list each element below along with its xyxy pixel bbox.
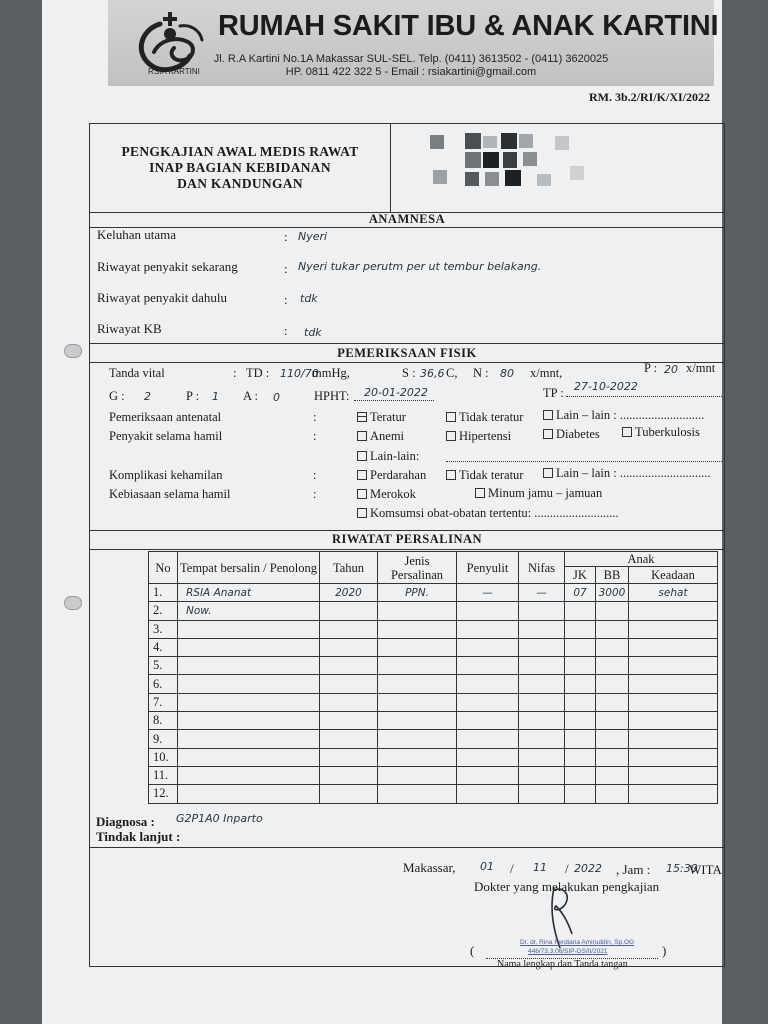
col-tempat: Tempat bersalin / Penolong [178,552,320,584]
hamil-anemi[interactable]: Anemi [357,429,404,444]
riwayat-sekarang-value: Nyeri tukar perutm per ut tembur belakang. [298,260,542,273]
cell-penyulit[interactable] [457,785,519,803]
td-value: 110/70 [280,367,319,380]
paritas-value: 1 [212,390,219,403]
table-row [149,638,718,656]
cell-bb[interactable] [596,602,629,620]
cell-jk[interactable] [565,766,596,784]
tindak-lanjut-label: Tindak lanjut : [96,829,181,844]
cell-no: 1. [149,584,178,602]
cell-nifas[interactable] [519,638,565,656]
table-row [149,693,718,711]
a-value: 0 [273,391,280,404]
doctor-stamp-id: 446/73.3.06/SIP-DS/II/2021 [528,948,608,955]
cell-penyulit[interactable] [457,712,519,730]
col-jk: JK [565,567,596,584]
cell-tempat[interactable] [178,712,320,730]
cell-bb[interactable] [596,693,629,711]
cell-penyulit[interactable] [457,657,519,675]
col-no: No [149,552,178,584]
cell-keadaan[interactable] [629,620,718,638]
table-row [149,602,718,620]
sign-year: 2022 [574,862,602,875]
form-title-line-3: DAN KANDUNGAN [177,176,303,191]
cell-bb-value: 3000 [598,587,626,600]
table-row [149,766,718,784]
checkbox-icon [357,470,367,480]
col-penyulit: Penyulit [457,552,519,584]
hospital-contact: HP. 0811 422 322 5 - Email : rsiakartini@gmail.com [285,66,537,78]
cell-nifas[interactable] [519,785,565,803]
cell-penyulit[interactable] [457,602,519,620]
cell-keadaan[interactable] [629,657,718,675]
cell-bb[interactable] [596,785,629,803]
hpht-value: 20-01-2022 [364,386,428,399]
cell-no: 7. [149,693,178,711]
cell-jk[interactable] [565,584,596,602]
checkbox-icon [357,412,367,422]
komplikasi-tidak-teratur[interactable]: Tidak teratur [446,468,523,483]
col-nifas: Nifas [519,552,565,584]
cell-keadaan[interactable] [629,602,718,620]
cell-jk[interactable] [565,602,596,620]
checkbox-icon [357,451,367,461]
doctor-stamp-name: Dr. dr. Rina Ferdiana Amiruddin, Sp.OG [520,939,635,946]
hamil-tuberkulosis[interactable]: Tuberkulosis [622,425,700,440]
g-value: 2 [144,390,151,403]
persalinan-table [148,551,718,804]
cell-tahun-value: 2020 [335,587,362,600]
form-title-line-1: PENGKAJIAN AWAL MEDIS RAWAT [121,144,359,159]
cell-jenis[interactable] [378,766,457,784]
cell-tempat[interactable] [178,638,320,656]
cell-tahun[interactable] [320,712,378,730]
cell-no: 9. [149,730,178,748]
cell-keadaan[interactable] [629,675,718,693]
col-anak: Anak [565,552,718,567]
penyakit-hamil-label: Penyakit selama hamil [109,429,223,443]
cell-jk[interactable] [565,693,596,711]
komplikasi-lain[interactable]: Lain – lain : ............................. [543,466,711,481]
diagnosa-label: Diagnosa : [96,814,155,829]
cell-nifas[interactable] [519,620,565,638]
anamnesa-title: ANAMNESA [368,212,446,226]
cell-tahun[interactable] [320,730,378,748]
sign-caption: Nama lengkap dan Tanda tangan [497,959,628,970]
cell-tempat[interactable] [178,730,320,748]
cell-tahun[interactable] [320,584,378,602]
tp-value: 27-10-2022 [574,380,638,393]
n-value: 80 [500,367,514,380]
col-tahun: Tahun [320,552,378,584]
cell-jk[interactable] [565,657,596,675]
checkbox-icon [475,488,485,498]
cell-nifas[interactable] [519,693,565,711]
checkbox-icon [543,429,553,439]
cell-nifas[interactable] [519,675,565,693]
cell-jenis[interactable] [378,712,457,730]
cell-jenis[interactable] [378,602,457,620]
komplikasi-perdarahan[interactable]: Perdarahan [357,468,426,483]
cell-jenis-value: PPN. [405,587,429,600]
persalinan-title: RIWATAT PERSALINAN [331,532,483,546]
form-code: RM. 3b.2/RI/K/XI/2022 [588,90,710,104]
cell-nifas[interactable] [519,712,565,730]
cell-nifas[interactable] [519,748,565,766]
riwayat-kb-value: tdk [304,326,322,339]
riwayat-kb-label: Riwayat KB [97,321,162,336]
cell-no: 8. [149,712,178,730]
keluhan-label: Keluhan utama [97,227,177,242]
cell-tempat-value: Now. [186,605,212,618]
cell-bb[interactable] [596,675,629,693]
col-bb: BB [596,567,629,584]
sign-time: 15:30 [666,862,698,875]
cell-jk[interactable] [565,638,596,656]
cell-keadaan[interactable] [629,584,718,602]
riwayat-dahulu-value: tdk [300,292,318,305]
cell-no: 4. [149,638,178,656]
cell-jk[interactable] [565,620,596,638]
cell-nifas-value: — [536,587,547,600]
table-row [149,584,718,602]
cell-tahun[interactable] [320,620,378,638]
col-keadaan: Keadaan [629,567,718,584]
cell-jenis[interactable] [378,785,457,803]
cell-no: 12. [149,785,178,803]
s-value: 36,6 [420,367,445,380]
checkbox-icon [446,470,456,480]
cell-bb[interactable] [596,584,629,602]
cell-tahun[interactable] [320,748,378,766]
cell-no: 2. [149,602,178,620]
antenatal-tidak-teratur[interactable]: Tidak teratur [446,410,523,425]
cell-tempat-value: RSIA Ananat [186,587,252,600]
antenatal-lain[interactable]: Lain – lain : ........................... [543,408,704,423]
cell-keadaan[interactable] [629,712,718,730]
kebiasaan-label: Kebiasaan selama hamil [109,487,231,501]
cell-tahun[interactable] [320,657,378,675]
table-row [149,712,718,730]
kebiasaan-jamu[interactable]: Minum jamu – jamuan [475,486,602,501]
checkbox-icon [446,412,456,422]
table-row [149,620,718,638]
cell-bb[interactable] [596,657,629,675]
doctor-label: Dokter yang melakukan pengkajian [474,879,660,894]
cell-tahun[interactable] [320,693,378,711]
cell-jk[interactable] [565,785,596,803]
sign-day: 01 [480,860,494,873]
checkbox-icon [446,431,456,441]
table-row [149,730,718,748]
checkbox-icon [357,431,367,441]
cell-tempat[interactable] [178,748,320,766]
cell-nifas[interactable] [519,766,565,784]
cell-tempat[interactable] [178,693,320,711]
table-header-row [149,552,718,567]
cell-penyulit[interactable] [457,638,519,656]
hospital-address: Jl. R.A Kartini No.1A Makassar SUL-SEL. Telp. (0411) 3613502 - (0411) 3620025 [213,53,609,65]
cell-tahun[interactable] [320,602,378,620]
cell-jenis[interactable] [378,693,457,711]
cell-jenis[interactable] [378,584,457,602]
cell-jk[interactable] [565,730,596,748]
cell-jenis[interactable] [378,730,457,748]
p-value: 20 [664,363,678,376]
cell-no: 3. [149,620,178,638]
vital-label: Tanda vital [109,366,165,380]
cell-jenis[interactable] [378,620,457,638]
riwayat-sekarang-label: Riwayat penyakit sekarang [97,259,238,274]
cell-nifas[interactable] [519,730,565,748]
table-row [149,748,718,766]
hamil-hipertensi[interactable]: Hipertensi [446,429,511,444]
cell-penyulit[interactable] [457,766,519,784]
riwayat-dahulu-label: Riwayat penyakit dahulu [97,290,227,305]
cell-penyulit[interactable] [457,620,519,638]
cell-jk-value: 07 [573,587,587,600]
cell-no: 5. [149,657,178,675]
cell-tempat[interactable] [178,657,320,675]
logo-text: RSIA KARTINI [148,67,200,76]
cell-penyulit[interactable] [457,748,519,766]
cell-tahun[interactable] [320,766,378,784]
cell-tahun[interactable] [320,785,378,803]
sign-city: Makassar, [403,860,456,875]
cell-tempat[interactable] [178,620,320,638]
cell-jenis[interactable] [378,638,457,656]
binder-hole [64,344,82,358]
cell-tempat[interactable] [178,675,320,693]
cell-keadaan[interactable] [629,748,718,766]
checkbox-icon [543,468,553,478]
cell-tempat[interactable] [178,785,320,803]
cell-bb[interactable] [596,712,629,730]
form-title-line-2: INAP BAGIAN KEBIDANAN [149,160,331,175]
antenatal-teratur[interactable]: Teratur [357,410,406,425]
cell-bb[interactable] [596,620,629,638]
checkbox-icon [543,410,553,420]
cell-tempat[interactable] [178,584,320,602]
cell-nifas[interactable] [519,602,565,620]
cell-no: 10. [149,748,178,766]
checkbox-icon [622,427,632,437]
cell-penyulit[interactable] [457,584,519,602]
diagnosa-value: G2P1A0 Inparto [176,812,263,825]
hospital-name: RUMAH SAKIT IBU & ANAK KARTINI [218,10,719,42]
fisik-title: PEMERIKSAAN FISIK [337,346,477,360]
cell-tempat[interactable] [178,766,320,784]
cell-keadaan[interactable] [629,785,718,803]
cell-bb[interactable] [596,748,629,766]
cell-keadaan-value: sehat [658,587,688,600]
cell-bb[interactable] [596,638,629,656]
cell-keadaan[interactable] [629,638,718,656]
cell-keadaan[interactable] [629,766,718,784]
hamil-diabetes[interactable]: Diabetes [543,427,600,442]
redacted-patient-label [425,130,655,200]
col-jenis: Jenis Persalinan [378,552,457,584]
table-row [149,657,718,675]
cell-nifas[interactable] [519,657,565,675]
binder-hole [64,596,82,610]
cell-jk[interactable] [565,712,596,730]
cell-tahun[interactable] [320,638,378,656]
cell-tahun[interactable] [320,675,378,693]
checkbox-icon [357,508,367,518]
kebiasaan-merokok[interactable]: Merokok [357,487,416,502]
cell-jk[interactable] [565,675,596,693]
cell-jenis[interactable] [378,657,457,675]
cell-jk[interactable] [565,748,596,766]
cell-penyulit-value: — [482,587,493,600]
komplikasi-label: Komplikasi kehamilan [109,468,223,482]
antenatal-label: Pemeriksaan antenatal [109,410,222,424]
cell-jenis[interactable] [378,748,457,766]
cell-jenis[interactable] [378,675,457,693]
kebiasaan-obat[interactable]: Komsumsi obat-obatan tertentu: ........................... [357,506,619,521]
table-row [149,675,718,693]
cell-bb[interactable] [596,766,629,784]
cell-bb[interactable] [596,730,629,748]
keluhan-value: Nyeri [298,230,328,243]
form-title [92,144,388,192]
cell-penyulit[interactable] [457,693,519,711]
cell-keadaan[interactable] [629,730,718,748]
hamil-lain[interactable]: Lain-lain: [357,449,419,464]
cell-tempat[interactable] [178,602,320,620]
cell-no: 6. [149,675,178,693]
cell-penyulit[interactable] [457,675,519,693]
table-row [149,785,718,803]
persalinan-table-body [149,584,718,804]
checkbox-icon [357,489,367,499]
cell-keadaan[interactable] [629,693,718,711]
cell-penyulit[interactable] [457,730,519,748]
cell-nifas[interactable] [519,584,565,602]
sign-month: 11 [533,861,547,874]
cell-no: 11. [149,766,178,784]
